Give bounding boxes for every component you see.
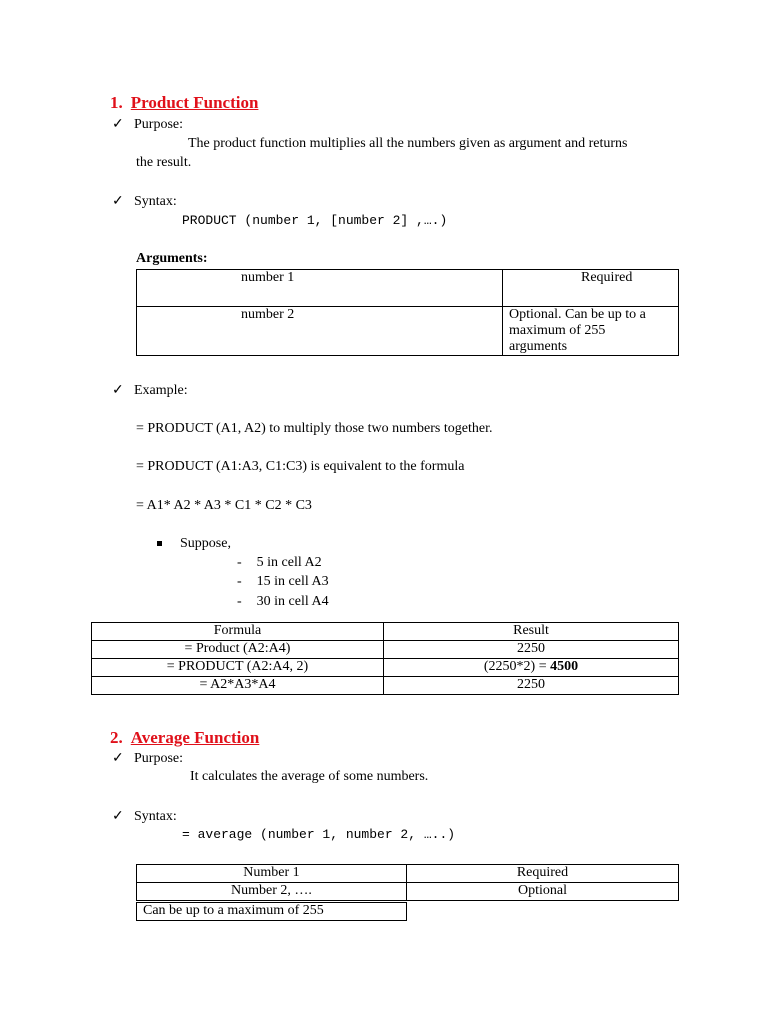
arg-desc-line-1: Optional. Can be up to a maximum of 255 [509,307,646,338]
table-cell [503,307,679,356]
example-label: Example: [134,383,188,398]
table-cell: Can be up to a maximum of 255 [137,903,407,921]
section-2-number: 2. [110,728,123,747]
purpose-text-line-2: the result. [136,155,192,170]
list-item [237,555,322,571]
arguments-table [136,269,679,356]
table-cell: Required [407,865,679,883]
dash: - [237,555,242,570]
table-cell [384,659,679,677]
example-line-2: = PRODUCT (A1:A3, C1:C3) is equivalent to the formula [136,459,465,474]
table-row [137,865,679,883]
table-cell: Number 2, …. [137,883,407,901]
table-header-cell: Result [384,623,679,641]
table-cell: Required [503,270,679,307]
suppose-item-text: 5 in cell A2 [256,555,322,570]
example-line-3: = A1* A2 * A3 * C1 * C2 * C3 [136,498,312,513]
result-bold: 4500 [550,659,579,674]
table-row [92,677,679,695]
purpose-text-line-1: The product function multiplies all the numbers given as argument and returns [188,136,628,151]
section-1-number: 1. [110,93,123,112]
dash: - [237,594,242,609]
purpose-item [112,750,183,767]
dash: - [237,574,242,589]
checkmark-icon: ✓ [112,751,124,766]
syntax-label: Syntax: [134,809,177,824]
table-row [137,903,407,921]
table-row [137,883,679,901]
purpose-text: It calculates the average of some numbers. [190,769,429,784]
table-cell: = Product (A2:A4) [92,641,384,659]
syntax-text: = average (number 1, number 2, …..) [182,827,456,842]
purpose-item [112,116,183,133]
syntax-item [112,193,177,210]
section-2-title: Average Function [130,728,260,747]
suppose-item [157,536,231,552]
table-cell: = PRODUCT (A2:A4, 2) [92,659,384,677]
average-args-table [136,864,679,901]
result-table [91,622,679,695]
table-cell [384,677,679,695]
table-row [92,659,679,677]
checkmark-icon: ✓ [112,809,124,824]
result-value: 2250 [517,677,545,692]
suppose-item-text: 30 in cell A4 [256,594,329,609]
table-cell: Number 1 [137,865,407,883]
example-item [112,382,188,399]
suppose-label: Suppose, [180,536,231,551]
checkmark-icon: ✓ [112,194,124,209]
checkmark-icon: ✓ [112,383,124,398]
table-row [92,623,679,641]
section-1-heading [110,93,258,113]
purpose-label: Purpose: [134,117,183,132]
arg-desc-line-2: arguments [509,339,568,354]
square-bullet-icon [157,541,162,546]
table-row [137,270,679,307]
suppose-item-text: 15 in cell A3 [256,574,329,589]
table-cell: = A2*A3*A4 [92,677,384,695]
list-item [237,594,329,610]
result-value: 2250 [517,641,545,656]
result-value: (2250*2) = [483,659,551,674]
table-cell [384,641,679,659]
table-cell: Optional [407,883,679,901]
list-item [237,574,329,590]
section-1-title: Product Function [130,93,259,112]
arguments-label: Arguments: [136,251,208,266]
syntax-item [112,808,177,825]
syntax-label: Syntax: [134,194,177,209]
average-note-table [136,902,407,921]
table-cell: number 1 [137,270,503,307]
table-cell: number 2 [137,307,503,356]
table-header-cell: Formula [92,623,384,641]
section-2-heading [110,728,259,748]
syntax-text: PRODUCT (number 1, [number 2] ,….) [182,213,448,228]
example-line-1: = PRODUCT (A1, A2) to multiply those two numbers together. [136,421,493,436]
checkmark-icon: ✓ [112,117,124,132]
table-row [92,641,679,659]
purpose-label: Purpose: [134,751,183,766]
table-row [137,307,679,356]
